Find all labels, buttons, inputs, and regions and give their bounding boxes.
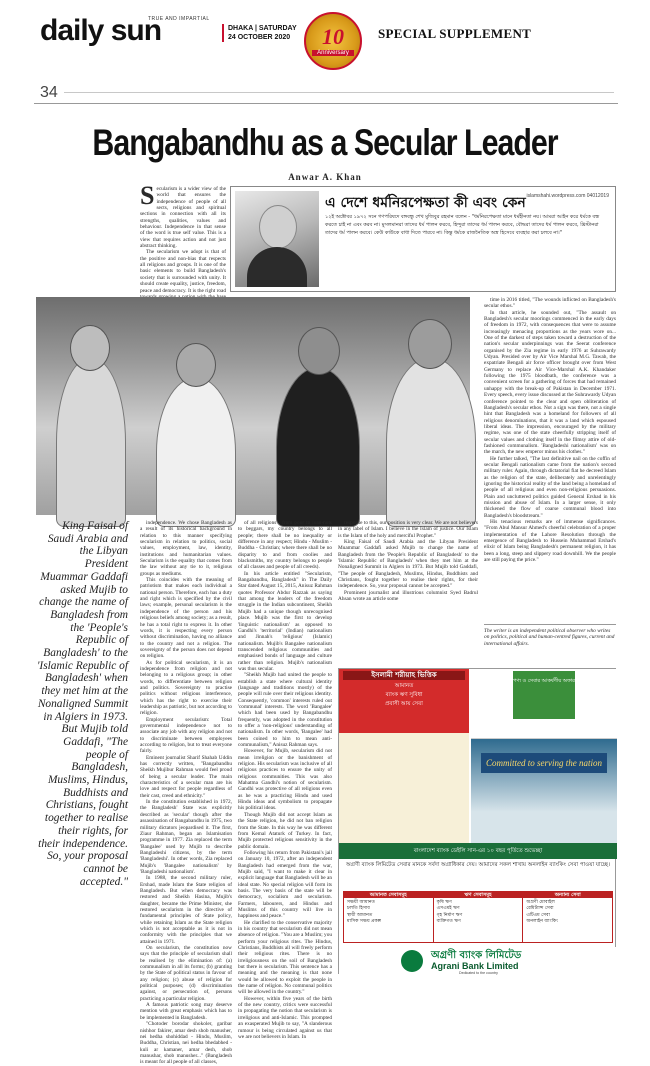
- paragraph: Following his return from Pakistani's jail on January 10, 1972, after an independent Bangladesh had emerged from the war, Mujib said, "I want to make it clear in explicit language that Bangladesh will be an ideal state. No special religion will form its basis. The very basis of the state will be democracy, socialism and secularism. Farmers, labourers, and Hindus and Muslims of this country will live in happiness and peace.": [238, 849, 332, 920]
- bank-advertisement: [338, 668, 616, 974]
- ad-event-photo: [471, 739, 617, 843]
- ad-promo: [471, 669, 617, 739]
- ad-red-line: ব্যাংক ঋণ সুবিধা: [385, 692, 423, 698]
- ad-column-head: আমানত সেবাসমূহ: [344, 892, 433, 898]
- article-column-intro: [140, 181, 226, 294]
- ad-photo-collage: [339, 733, 469, 843]
- article-column-4: [484, 297, 616, 623]
- ad-strip: বাংলাদেশ ব্যাংক ডেইলি সান-এর ১০ বছর পূর্তিতে শুভেচ্ছা: [339, 843, 617, 859]
- paragraph: His tenacious remarks are of immense significances. "From Abul Mansur Ahmed's cheerful celebration of a proper implementation of the Lahore Resolution through the emergence of Bangladesh to Hussein Muhammad Ershad's elixir of Islam being Bangladesh's permanent religion, it has been a long, steep and slippery road downhill. We the people are still paying the price.": [484, 519, 616, 564]
- ad-promo-badge: পণ্য ও সেবার আকর্ষণীয় অফার: [513, 671, 575, 719]
- paragraph: Employment secularism: Total governmental independence not to associate any job with any religion and not to discriminate between employees according to religion, but to treat everyone fairly.: [140, 716, 232, 755]
- paragraph: In 1988, the second military ruler, Ershad, made Islam the State religion of Bangladesh. But when democracy was restored and Sheikh Hasina, Mujib's daughter, became the Prime Minister, she restored secularism in the directive of fundamental principles of State policy, while retaining Islam as the State religion which is not acceptable as it is not in conformity with the principles that we attained in 1971.: [140, 875, 232, 945]
- paragraph: A famous patriotic song may deserve mention with great emphasis which has to be implemented in Bangladesh.: [140, 1002, 232, 1021]
- bengali-clipping: [230, 186, 616, 292]
- paragraph: of all religions - from poor to loan-nots to beggars, my country belongs to all people; there shall be no inequality or difference in any respect; Hindu - Muslim - Buddha - Christian; where there shall be no disparity to and from coolies and blacksmiths, my country belongs to people of all classes and people of all creeds).: [238, 520, 332, 571]
- ad-red-line: প্রবাসী আয় সেবা: [385, 701, 423, 707]
- bank-name-bengali: অগ্রণী ব্যাংক লিমিটেড: [431, 950, 522, 961]
- ad-item: এটিএম সেবা: [526, 912, 550, 918]
- ad-item: অগ্রণী মোবাইল: [526, 900, 555, 906]
- paragraph: This coincides with the meaning of patriotism that makes each individual a national person. Therefore, each has a duty and right which is specified by the civil laws; example, personal secularism is the independence of the person and his religious beliefs among society; as a result, he has a total right to express it. In other words, it is respecting every person without discrimination, having no alliance to the country and not a religion. The sovereignty of the person does not depend on religion.: [140, 577, 232, 660]
- ad-red-panel: [339, 669, 469, 733]
- ad-item: চলতি হিসাব: [347, 906, 370, 912]
- paragraph: The secularism we adopt is that of the positive and non-bias that respects all religions and groups. It is one of the basic elements to build Bangladesh's society that is surrounded with unity. It should create equality, justice, freedom, peace and democracy. It is the right road: [140, 249, 226, 294]
- paragraph: "Sheikh Mujib had united the people to establish a state where cultural identity (language and traditions mostly) of the people will rule over their religious identity. Consequently, 'common' interests ruled out 'communal' interests. The word 'Bangalee' which had been used by Bangabandhu frequently, was adopted in the constitution to offer a 'non-religious' understanding of nationalism. In other words, 'Bangalee' had been coined to him to mean anti-communalism," Anisuz Rahman says.: [238, 672, 332, 749]
- ad-column-head: অন্যান্য সেবা: [523, 892, 612, 898]
- paragraph: time in 2016 titled, "The wounds inflicted on Bangladesh's secular ethos.": [484, 297, 616, 310]
- paragraph: In his article entitled "Secularism, Bangabandhu, Bangladesh" in The Daily Star dated August 15, 2015, Anisuz Rahman quotes Professor Abdur Razzak as saying that among the leaders of the freedom struggle in the Indian subcontinent, Sheikh Mujib had a unique though unrecognised place. Mujib was the first to develop 'linguistic nationalism' as opposed to Gandhi's 'territorial' (Indian) nationalism and Jinnah's 'religious' (Islamic) nationalism. Mujib's Bangalee nationalism transcended religious communities and emphasised bonds of language and culture rather than religion. Mujib's nationalism was thus secular.: [238, 570, 332, 672]
- ad-item: কৃষি ঋণ: [436, 900, 452, 906]
- paragraph: Eminent journalist Sharif Shahab Uddin has correctly written, "Bangabandhu Sheikh Mujibur Rahman would feel proud of being a secular leader. The main characteristics of a secular man are his love and respect for people regardless of their cast, creed and ethnicity.": [140, 754, 232, 799]
- anniversary-number: 10: [322, 24, 344, 49]
- paragraph: independence. We chose Bangladesh as a result of its historical background in relation to this manner specifying secularism in relation to politics, social values, employment, law, identity, institutions and humanitarian values. Secularism is the equality that comes from the law without any tie to it, religious groups as mediums.: [140, 520, 232, 577]
- clipping-title: এ দেশে ধর্মনিরপেক্ষতা কী এবং কেন: [325, 195, 526, 211]
- ad-services-column: [523, 892, 612, 942]
- ad-item: সঞ্চয়ী আমানত: [347, 900, 375, 906]
- ad-item: রেমিট্যান্স সেবা: [526, 906, 554, 912]
- page-number: 34: [40, 84, 58, 101]
- ad-brand: [339, 947, 617, 975]
- bangabandhu-portrait: [235, 191, 319, 287]
- paragraph: response to this, our position is very clear. We are not believers in any label of Islam. I believe in the Islam of justice. Our Islam is the Islam of the holy and merciful Prophet.": [338, 520, 478, 539]
- ad-red-heading: ইসলামী শরীয়াহ ভিত্তিক: [343, 671, 465, 680]
- article-column-3: [338, 520, 478, 664]
- anniversary-emblem: [304, 12, 362, 70]
- paragraph: In that article, he sounded out, "The assault on Bangladesh's secular moorings commenced in the early days of freedom in 1972, with consequences that were to assume increasingly menacing proportions as the years wore on... One of the darkest of steps taken toward a destruction of the nation's secular underpinnings was the Seerat conference organised by the Zia regime in early 1976 at Suhrawardy Udyan. Presided over by Air Vice Marshal M.G. Tawab, the expatriate Bengali air force officer brought over from West Germany to replace Air Vice-Marshal A.K. Khandaker following the 1975 bloodbath, the conference was a convenient screen for a gathering of forces that had remained unhappy with the break-up of Pakistan in December 1971. Every speech, every issue discussed at the Suhrawardy Udyan conference pointed to the clear and open obliteration of Bangladesh's secular ethos. Not a sign was there, not a single hint that Bangladesh was a homeland for followers of all religious denominations, that it was a land which espoused liberal ideas. The impression, encouraged by the military regime, was one of the state cheerfully stripping itself of secular values and clothing itself in the flimsy attire of old-fashioned communalism. 'Bangladeshi nationalism' was on the march, the new emperor minus his clothes.": [484, 309, 616, 456]
- dateline: DHAKA | SATURDAY 24 OCTOBER 2020: [222, 24, 297, 42]
- logo: daily sun: [40, 14, 162, 47]
- paragraph: In the constitution established in 1972, the Bangladesh' State was explicitly described as 'secular' though after the assassination of Bangabandhu in 1975, two military dictators jeopardised it. The first, Ziaur Rahman, began an Islamisation programme in 1977. Zia replaced the term 'Bangalee' used by Mujib to describe Bangladeshi citizens, by the term 'Bangladeshi'. In other words, Zia replaced Mujib's 'Bangalee nationalism' by 'Bangladeshi nationalism'.: [140, 799, 232, 875]
- byline: Anwar A. Khan: [288, 172, 362, 182]
- paragraph: However, for Mujib, secularism did not mean irreligion or the banishment of religion. His secularism was inclusive of all religious practices to ensure the unity of religious communities. This was also Mahatma Gandhi's notion of secularism. Gandhi was protective of all religions even as he was a practicing Hindu and used Hindu ideas and symbolism to propagate his political ideas.: [238, 748, 332, 812]
- archive-photo: [36, 297, 470, 515]
- paragraph: Prominent journalist and illustrious columnist Syed Badrul Ahsan wrote an article some: [338, 589, 478, 603]
- ad-services-column: [434, 892, 524, 942]
- paragraph: As for political secularism, it is an independence from religion and not belonging to a religious group; in other words, to differentiate between religion and politics. Sovereignty to practise politics without religious interference, which has the right to exercise their leadership as patriotic, but not according to religion.: [140, 659, 232, 717]
- day: SATURDAY: [258, 25, 297, 32]
- clipping-source: islamshahi.wordpress.com 04012019: [526, 193, 609, 199]
- paragraph: On secularism, the constitution now says that the principle of secularism shall be realised by the elimination of: (a) communalism in all its forms; (b) granting by the State of political status in favour of any religion; (c) abuse of religion for political purposes; (d) discrimination against, or persecution of, persons practicing a particular religion.: [140, 945, 232, 1002]
- ad-column-head: ঋণ সেবাসমূহ: [434, 892, 523, 898]
- paragraph: Though Mujib did not accept Islam as the State religion, he did not ban religion from the State. In this way he was different from Kemal Ataturk of Turkey. In fact, Mujib protected religious sensitivity in the public domain.: [238, 811, 332, 850]
- anniversary-label: Anniversary: [312, 50, 354, 56]
- ad-red-line: আমানত: [394, 683, 414, 689]
- supplement-label: SPECIAL SUPPLEMENT: [378, 26, 532, 41]
- paragraph: However, within five years of the birth of the new country, critics were successful in propagating the notion that secularism is irreligious and anti-Islamic. This prompted an exasperated Mujib to say, "A slanderous rumour is being circulated against us that we are not believers in Islam. In: [238, 995, 332, 1040]
- pull-quote: King Faisal of Saudi Arabia and the Libyan President Muammar Gaddafi asked Mujib to change the name of Bangladesh from the 'People's Republic of Bangladesh' to the 'Islamic Republic of Bangladesh' when they met him at the Nonaligned Summit in Algiers in 1973. But Mujib told Gaddafi, "The people of Bangladesh, Muslims, Hindus, Buddhists and Christians, fought together to realise their rights, for their independence. So, your proposal cannot be accepted.": [36, 520, 128, 888]
- date: 24 OCTOBER 2020: [228, 34, 291, 41]
- ad-blurb: অগ্রণী ব্যাংক লিমিটেড সেবার মানকে সর্বদা অগ্রাধিকার দেয়। আমাদের সকল শাখায় অনলাইন ব্যাংকিং সেবা পাওয়া যাচ্ছে।: [346, 862, 610, 868]
- article-column-1: [140, 520, 232, 1066]
- clipping-text: ১২ই অক্টোবর ১৯৭২ সনে গণপরিষদে বঙ্গবন্ধু শেখ মুজিবুর রহমান বলেন - "ধর্মনিরপেক্ষতা মানে ধর্মহীনতা নয়। আমরা আইন করে ধর্মকে বন্ধ করতে চাই না এবং করব না। মুসলমানরা তাদের ধর্ম পালন করবে, হিন্দুরা তাদের ধর্ম পালন করবে, বৌদ্ধরা তাদের ধর্ম পালন করবে, খ্রিস্টানরা তাদের ধর্ম পালন করবে। কেউ কাউকে বাধা দিতে পারবে না। কিন্তু ধর্মকে রাজনৈতিক অস্ত্র হিসেবে ব্যবহার করা চলবে না।": [325, 214, 600, 236]
- ad-item: অনলাইন ব্যাংকিং: [526, 918, 559, 924]
- ad-item: ব্যক্তিগত ঋণ: [436, 918, 461, 924]
- paragraph: He further talked, "The last definitive nail on the coffin of secular Bengali nationalism came from the nation's second military ruler. Again, through dictatorial fiat he decreed Islam as the religion of the state, deliberately and unrelentingly ignoring the historical reality of the land being a homeland of people of all religious and even non-religious persuasions. Plain and uncluttered politics guided General Ershad in his mission and abuse of Islam. In a larger sense, it only thickened the flow of coarse communal blood into Bangladesh's bloodstream.": [484, 455, 616, 519]
- ad-services-table: [343, 891, 613, 943]
- ad-event-banner: Committed to serving the nation: [481, 753, 607, 773]
- paragraph: Secularism is a wider view of the world that ensures the independence of people of all sects, religions and spiritual sections in connection with all its strengths, qualities, values and behaviour. Independence in that sense of the word is true self value. This is a view that requires action and not just abstract thinking.: [140, 181, 226, 250]
- article-column-2: [238, 520, 332, 1040]
- ad-item: মাসিক সঞ্চয় প্রকল্প: [347, 918, 382, 924]
- bank-name-english: Agrani Bank Limited: [431, 961, 519, 971]
- paragraph: "Chotoder borodar shokoler, garibar nishhor fakirer, amar desh shob manusher, nei hedha shohiddad - Hindu, Muslim, Buddha, Christian, nei hedha bhedabhed - kuli ar kamaner, amar desh, shob manushar, shob manusher..." (Bangladesh is meant for all people of all classes,: [140, 1021, 232, 1066]
- paragraph: He clarified to the conservative majority in his country that secularism did not mean absence of religion. "You are a Muslim; you perform your religious rites. The Hindus, Christians, Buddhists all will freely perform their religious rites. There is no irreligiousness on the soil of Bangladesh but there is secularism. This sentence has a meaning and the meaning is that none would be allowed to exploit the people in the name of religion. No communal politics will be allowed in the country.": [238, 919, 332, 996]
- ad-item: স্থায়ী আমানত: [347, 912, 373, 918]
- ad-item: গৃহ নির্মাণ ঋণ: [436, 912, 463, 918]
- bank-tagline: Dedicated to the country: [459, 971, 498, 975]
- city: DHAKA: [228, 25, 254, 32]
- masthead: [0, 0, 650, 108]
- article-title: Bangabandhu as a Secular Leader: [92, 122, 558, 163]
- bank-logo-icon: [401, 950, 423, 972]
- page-rule: [34, 80, 618, 104]
- ad-item: এসএমই ঋণ: [436, 906, 460, 912]
- ad-services-column: [344, 892, 434, 942]
- author-note: The writer is an independent political observer who writes on politics, political and human-centred figures, current and international affairs.: [484, 628, 615, 647]
- tagline: TRUE AND IMPARTIAL: [148, 16, 210, 22]
- paragraph: King Faisal of Saudi Arabia and the Libyan President Muammar Gaddafi asked Mujib to change the name of Bangladesh from the 'People's Republic of Bangladesh' to the 'Islamic Republic of Bangladesh' when they met him at the Nonaligned Summit in Algiers in 1973. But Mujib told Gaddafi, "The people of Bangladesh, Muslims, Hindus, Buddhists and Christians, fought together to realise their rights, for their independence. So, your proposal cannot be accepted.": [338, 539, 478, 590]
